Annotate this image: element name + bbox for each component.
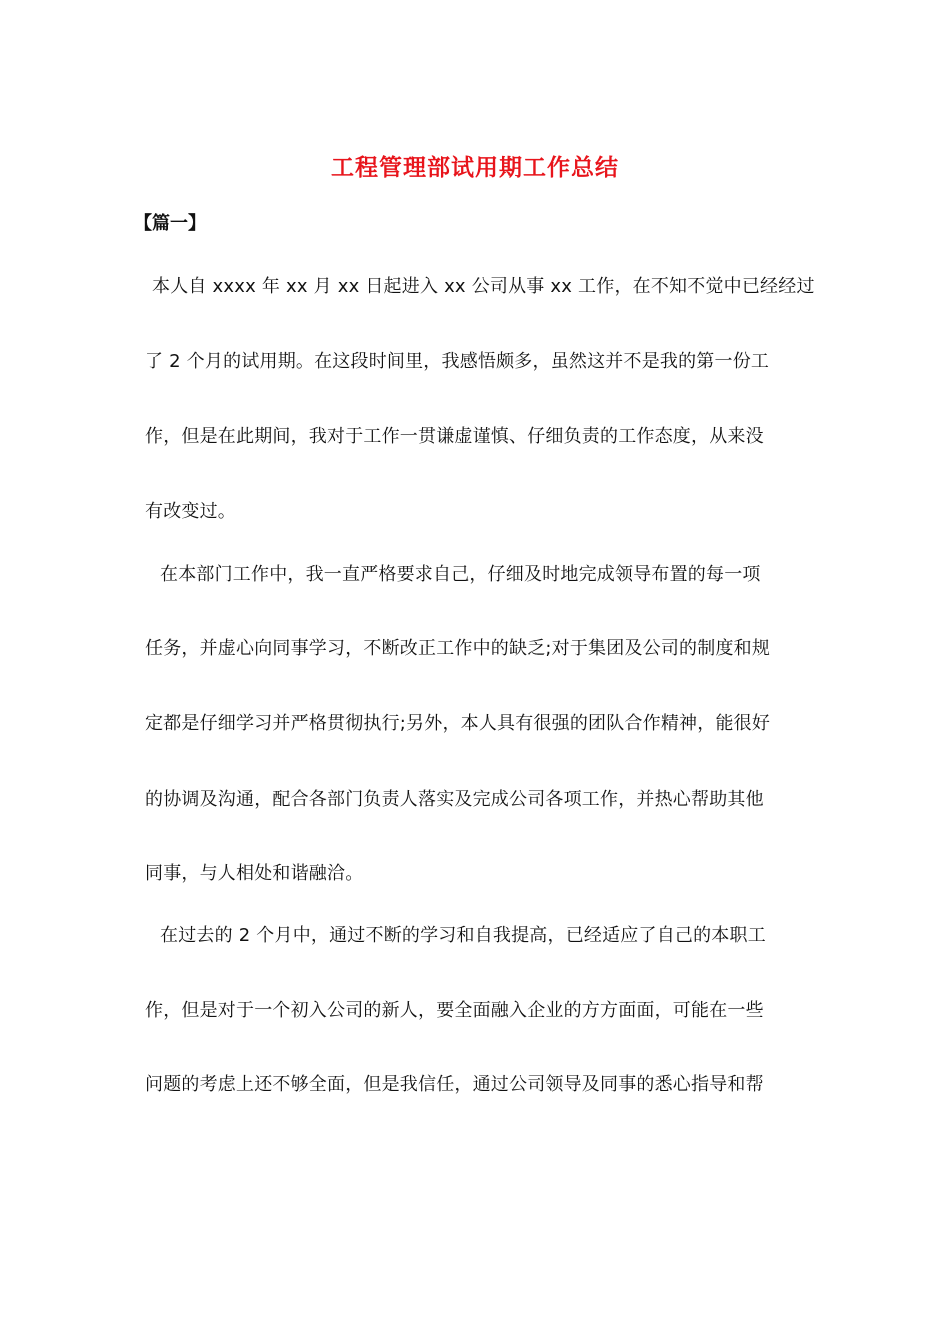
paragraph-line: 同事，与人相处和谐融洽。 bbox=[145, 863, 364, 884]
paragraph-line: 有改变过。 bbox=[145, 501, 236, 522]
paragraph-line: 作，但是在此期间，我对于工作一贯谦虚谨慎、仔细负责的工作态度，从来没 bbox=[145, 426, 764, 447]
paragraph-line: 作，但是对于一个初入公司的新人，要全面融入企业的方方面面，可能在一些 bbox=[145, 1000, 764, 1021]
paragraph-line: 在本部门工作中，我一直严格要求自己，仔细及时地完成领导布置的每一项 bbox=[160, 564, 761, 585]
paragraph-line: 问题的考虑上还不够全面，但是我信任，通过公司领导及同事的悉心指导和帮 bbox=[145, 1074, 764, 1095]
paragraph-line: 任务，并虚心向同事学习，不断改正工作中的缺乏;对于集团及公司的制度和规 bbox=[145, 638, 771, 659]
paragraph-line: 的协调及沟通，配合各部门负责人落实及完成公司各项工作，并热心帮助其他 bbox=[145, 789, 764, 810]
document-title: 工程管理部试用期工作总结 bbox=[331, 154, 619, 181]
paragraph-line: 在过去的 2 个月中，通过不断的学习和自我提高，已经适应了自己的本职工 bbox=[160, 925, 766, 946]
paragraph-line: 了 2 个月的试用期。在这段时间里，我感悟颇多，虽然这并不是我的第一份工 bbox=[145, 351, 770, 372]
section-label: 【篇一】 bbox=[134, 213, 206, 234]
paragraph-line: 本人自 xxxx 年 xx 月 xx 日起进入 xx 公司从事 xx 工作，在不知不觉中已经经过 bbox=[152, 276, 815, 297]
paragraph-line: 定都是仔细学习并严格贯彻执行;另外，本人具有很强的团队合作精神，能很好 bbox=[145, 713, 771, 734]
